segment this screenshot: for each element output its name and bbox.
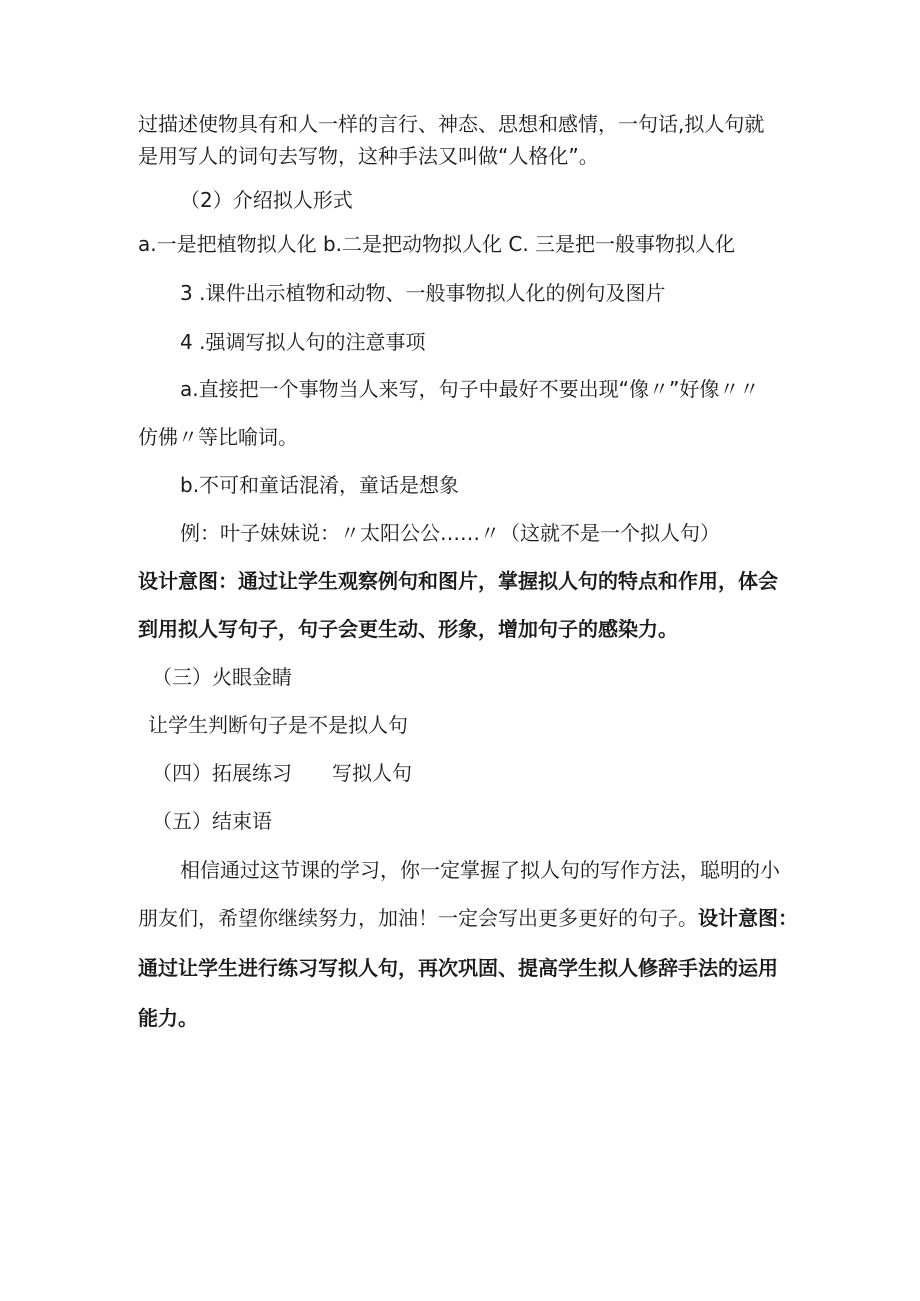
design-intent-label: 设计意图： [698, 906, 798, 930]
design-intent-line-2: 到用拟人写句子，句子会更生动、形象，增加句子的感染力。 [138, 617, 678, 641]
example-line: 例：叶子妹妹说：〃太阳公公……〃（这就不是一个拟人句） [180, 521, 720, 545]
section-4-body: 写拟人句 [332, 761, 412, 785]
design-intent-line-3: 通过让学生进行练习写拟人句，再次巩固、提高学生拟人修辞手法的运用 [138, 956, 778, 980]
step-4-line: 4 .强调写拟人句的注意事项 [180, 330, 426, 354]
closing-line-2: 朋友们，希望你继续努力，加油！一定会写出更多更好的句子。 [138, 906, 698, 930]
note-a-line-1: a.直接把一个事物当人来写，句子中最好不要出现“像〃”好像〃〃 [180, 377, 760, 401]
paragraph-line-1: 过描述使物具有和人一样的言行、神态、思想和感情，一句话,拟人句就 [138, 112, 765, 136]
step-3-line: 3 .课件出示植物和动物、一般事物拟人化的例句及图片 [180, 281, 666, 305]
forms-list-line: a.一是把植物拟人化 b.二是把动物拟人化 C. 三是把一般事物拟人化 [138, 232, 736, 256]
paragraph-line-2: 是用写人的词句去写物，这种手法又叫做“人格化”。 [138, 144, 599, 168]
design-intent-line-1: 设计意图：通过让学生观察例句和图片，掌握拟人句的特点和作用，体会 [138, 569, 778, 593]
design-intent-line-4: 能力。 [138, 1006, 198, 1030]
section-heading-4: （四）拓展练习 [152, 761, 292, 785]
section-3-body: 让学生判断句子是不是拟人句 [148, 713, 408, 737]
section-heading-5: （五）结束语 [152, 809, 272, 833]
closing-line-2-wrapper [138, 905, 798, 931]
section-heading-personification-forms: （2）介绍拟人形式 [180, 188, 353, 212]
section-heading-3: （三）火眼金睛 [152, 665, 292, 689]
section-heading-4-line [152, 760, 412, 786]
note-b-line: b.不可和童话混淆，童话是想象 [180, 473, 460, 497]
note-a-line-2: 仿佛〃等比喻词。 [138, 425, 298, 449]
closing-line-1: 相信通过这节课的学习，你一定掌握了拟人句的写作方法，聪明的小 [180, 858, 780, 882]
